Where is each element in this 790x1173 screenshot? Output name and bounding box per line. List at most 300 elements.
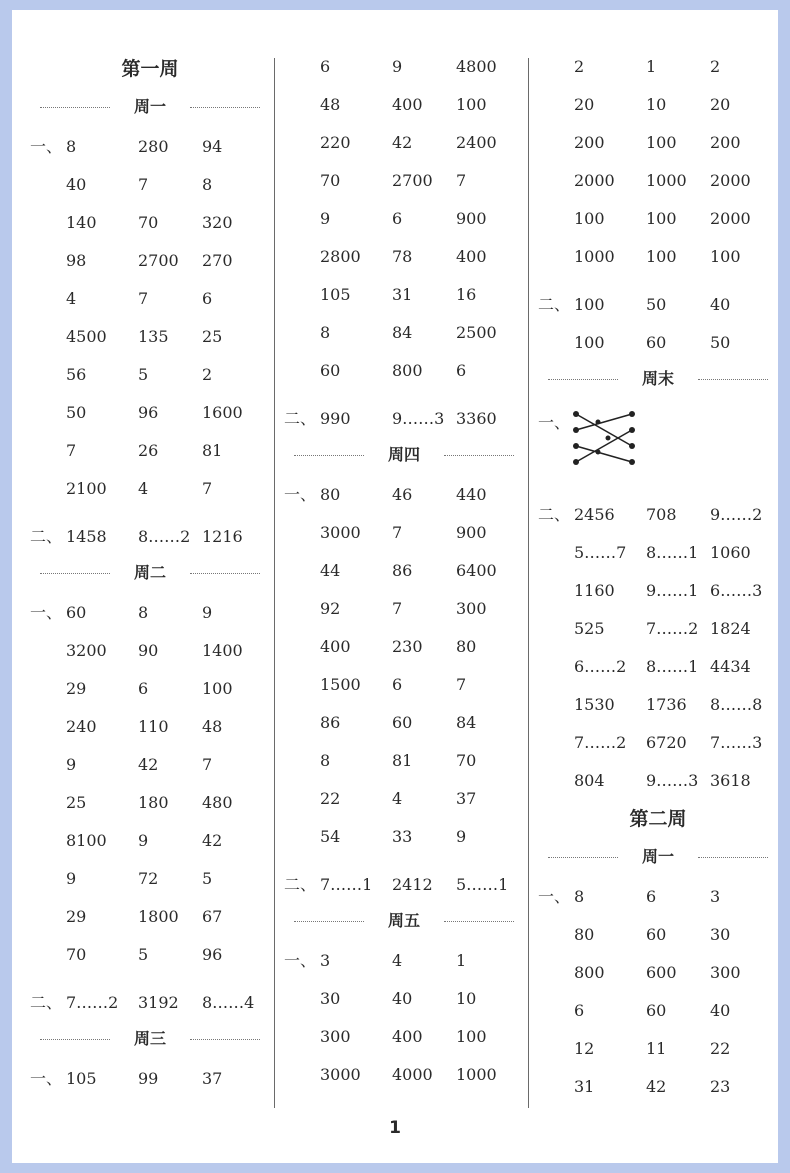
answer-row	[284, 946, 524, 976]
answer-value: 25	[202, 327, 223, 346]
dotted-rule	[444, 455, 514, 456]
answer-value: 7	[456, 675, 467, 694]
matching-dot	[629, 427, 635, 433]
dotted-rule	[294, 455, 364, 456]
answer-value: 6	[392, 209, 403, 228]
answer-value: 78	[392, 247, 413, 266]
column-divider-2	[528, 58, 529, 1108]
answer-value: 1000	[646, 171, 687, 190]
answer-row	[30, 360, 270, 390]
week-heading: 第一周	[121, 58, 179, 80]
answer-value: 6……2	[574, 657, 627, 676]
answer-value: 98	[66, 251, 87, 270]
answer-value: 4000	[392, 1065, 433, 1084]
day-heading	[538, 366, 778, 392]
answer-value: 90	[138, 641, 159, 660]
answer-value: 8100	[66, 831, 107, 850]
answer-value: 8	[202, 175, 213, 194]
answer-value: 5	[138, 945, 149, 964]
answer-row	[284, 404, 524, 434]
answer-page	[12, 10, 778, 1163]
answer-value: 70	[320, 171, 341, 190]
answer-row	[538, 328, 778, 358]
answer-row	[30, 208, 270, 238]
answer-value: 86	[392, 561, 413, 580]
answer-row	[538, 1034, 778, 1064]
question-number: 二、	[30, 527, 63, 546]
answer-value: 100	[646, 133, 677, 152]
answer-value: 60	[392, 713, 413, 732]
answer-value: 67	[202, 907, 223, 926]
answer-value: 48	[202, 717, 223, 736]
answer-value: 1800	[138, 907, 179, 926]
answer-value: 8……1	[646, 657, 699, 676]
answer-row	[30, 132, 270, 162]
answer-row	[284, 1060, 524, 1090]
answer-value: 8……4	[202, 993, 255, 1012]
answer-row	[284, 708, 524, 738]
answer-value: 99	[138, 1069, 159, 1088]
answer-row	[284, 480, 524, 510]
answer-value: 16	[456, 285, 477, 304]
answer-value: 400	[392, 1027, 423, 1046]
answer-value: 2	[574, 57, 585, 76]
answer-value: 1	[456, 951, 467, 970]
answer-value: 2412	[392, 875, 433, 894]
answer-row	[30, 284, 270, 314]
answer-value: 1160	[574, 581, 615, 600]
answer-row	[284, 52, 524, 82]
answer-row	[284, 318, 524, 348]
question-number: 一、	[30, 603, 63, 622]
answer-row	[30, 1064, 270, 1094]
answer-row	[284, 822, 524, 852]
answer-value: 1000	[574, 247, 615, 266]
matching-dot	[573, 427, 579, 433]
answer-value: 6	[202, 289, 213, 308]
answer-value: 7	[202, 479, 213, 498]
answer-value: 2000	[710, 171, 751, 190]
answer-row	[284, 166, 524, 196]
answer-value: 9……3	[646, 771, 699, 790]
matching-dot	[606, 436, 611, 441]
matching-dot	[596, 420, 601, 425]
answer-value: 80	[456, 637, 477, 656]
question-number: 一、	[30, 1069, 63, 1088]
answer-value: 804	[574, 771, 605, 790]
answer-value: 6	[320, 57, 331, 76]
answer-value: 1530	[574, 695, 615, 714]
answer-value: 7	[66, 441, 77, 460]
answer-value: 105	[66, 1069, 97, 1088]
answer-value: 9……1	[646, 581, 699, 600]
answer-value: 3	[320, 951, 331, 970]
answer-value: 2700	[138, 251, 179, 270]
answer-value: 320	[202, 213, 233, 232]
answer-value: 1600	[202, 403, 243, 422]
answer-value: 37	[456, 789, 477, 808]
answer-value: 240	[66, 717, 97, 736]
answer-row	[538, 204, 778, 234]
answer-row	[284, 746, 524, 776]
answer-row	[30, 474, 270, 504]
answer-value: 23	[710, 1077, 731, 1096]
answer-row	[538, 576, 778, 606]
answer-value: 180	[138, 793, 169, 812]
answer-value: 8……1	[646, 543, 699, 562]
answer-value: 8	[138, 603, 149, 622]
day-heading	[284, 442, 524, 468]
answer-row	[538, 242, 778, 272]
day-heading	[284, 908, 524, 934]
answer-value: 440	[456, 485, 487, 504]
answer-value: 480	[202, 793, 233, 812]
matching-dot	[596, 450, 601, 455]
question-number: 一、	[30, 137, 63, 156]
answer-value: 96	[202, 945, 223, 964]
answer-value: 94	[202, 137, 223, 156]
answer-row	[284, 1022, 524, 1052]
answer-row	[284, 204, 524, 234]
answer-value: 300	[710, 963, 741, 982]
answer-value: 12	[574, 1039, 595, 1058]
dotted-rule	[548, 857, 618, 858]
matching-dot	[629, 411, 635, 417]
answer-row	[538, 290, 778, 320]
answer-value: 900	[456, 209, 487, 228]
answer-value: 9	[456, 827, 467, 846]
answer-row	[30, 170, 270, 200]
answer-value: 60	[646, 925, 667, 944]
answer-value: 84	[456, 713, 477, 732]
answer-value: 2456	[574, 505, 615, 524]
answer-row	[30, 246, 270, 276]
answer-row	[538, 728, 778, 758]
answer-row	[284, 870, 524, 900]
answer-row	[30, 864, 270, 894]
dotted-rule	[698, 857, 768, 858]
matching-dot	[573, 411, 579, 417]
answer-row	[284, 984, 524, 1014]
answer-row	[30, 636, 270, 666]
answer-row	[538, 52, 778, 82]
dotted-rule	[548, 379, 618, 380]
answer-value: 42	[202, 831, 223, 850]
answer-value: 70	[456, 751, 477, 770]
answer-value: 4	[66, 289, 77, 308]
answer-value: 100	[710, 247, 741, 266]
day-heading-label: 周三	[133, 1029, 166, 1048]
question-number: 二、	[538, 295, 571, 314]
answer-row	[30, 988, 270, 1018]
question-number: 一、	[538, 887, 571, 906]
matching-line	[576, 446, 632, 462]
matching-answer	[538, 404, 778, 496]
answer-value: 25	[66, 793, 87, 812]
answer-value: 9	[66, 755, 77, 774]
answer-value: 100	[574, 295, 605, 314]
answer-row	[284, 594, 524, 624]
dotted-rule	[40, 573, 110, 574]
answer-value: 3618	[710, 771, 751, 790]
answer-value: 5……7	[574, 543, 627, 562]
answer-value: 800	[574, 963, 605, 982]
answer-value: 6	[138, 679, 149, 698]
dotted-rule	[294, 921, 364, 922]
answer-row	[538, 90, 778, 120]
dotted-rule	[190, 107, 260, 108]
page-number: 1	[389, 1118, 401, 1138]
answer-value: 7	[138, 175, 149, 194]
matching-line	[576, 414, 632, 430]
answer-value: 42	[138, 755, 159, 774]
answer-row	[30, 674, 270, 704]
answer-value: 42	[646, 1077, 667, 1096]
answer-value: 1000	[456, 1065, 497, 1084]
answer-value: 4434	[710, 657, 751, 676]
answer-value: 30	[320, 989, 341, 1008]
answer-value: 70	[138, 213, 159, 232]
answer-value: 3000	[320, 1065, 361, 1084]
column-1	[30, 10, 270, 1110]
answer-value: 2	[202, 365, 213, 384]
answer-value: 50	[646, 295, 667, 314]
answer-row	[284, 90, 524, 120]
answer-value: 8	[320, 323, 331, 342]
answer-row	[284, 556, 524, 586]
answer-value: 50	[710, 333, 731, 352]
answer-row	[538, 996, 778, 1026]
answer-value: 4500	[66, 327, 107, 346]
answer-value: 22	[710, 1039, 731, 1058]
answer-value: 9	[320, 209, 331, 228]
answer-value: 7……1	[320, 875, 373, 894]
answer-value: 9	[138, 831, 149, 850]
answer-value: 6……3	[710, 581, 763, 600]
answer-row	[30, 322, 270, 352]
answer-row	[284, 128, 524, 158]
answer-value: 990	[320, 409, 351, 428]
answer-value: 31	[574, 1077, 595, 1096]
answer-value: 2700	[392, 171, 433, 190]
answer-value: 220	[320, 133, 351, 152]
answer-row	[538, 690, 778, 720]
answer-value: 400	[320, 637, 351, 656]
answer-value: 60	[320, 361, 341, 380]
answer-value: 7	[138, 289, 149, 308]
answer-value: 1500	[320, 675, 361, 694]
answer-value: 1824	[710, 619, 751, 638]
answer-value: 1400	[202, 641, 243, 660]
dotted-rule	[444, 921, 514, 922]
answer-value: 40	[710, 295, 731, 314]
answer-value: 26	[138, 441, 159, 460]
answer-value: 9	[66, 869, 77, 888]
answer-value: 37	[202, 1069, 223, 1088]
answer-value: 20	[574, 95, 595, 114]
answer-value: 4	[392, 951, 403, 970]
answer-value: 230	[392, 637, 423, 656]
answer-row	[284, 280, 524, 310]
answer-row	[30, 788, 270, 818]
answer-row	[538, 958, 778, 988]
answer-value: 8……2	[138, 527, 191, 546]
answer-value: 7	[202, 755, 213, 774]
day-heading	[30, 560, 270, 586]
answer-value: 200	[710, 133, 741, 152]
week-heading: 第二周	[629, 808, 687, 830]
matching-dot	[629, 443, 635, 449]
dotted-rule	[40, 107, 110, 108]
answer-value: 2	[710, 57, 721, 76]
day-heading-label: 周一	[641, 847, 674, 866]
answer-value: 2000	[710, 209, 751, 228]
answer-value: 8	[320, 751, 331, 770]
dotted-rule	[190, 1039, 260, 1040]
answer-row	[538, 766, 778, 796]
answer-value: 6	[574, 1001, 585, 1020]
dotted-rule	[40, 1039, 110, 1040]
day-heading-label: 周二	[133, 563, 166, 582]
answer-row	[538, 614, 778, 644]
answer-row	[284, 632, 524, 662]
answer-row	[30, 902, 270, 932]
answer-value: 1060	[710, 543, 751, 562]
question-number: 一、	[284, 951, 317, 970]
answer-value: 5……1	[456, 875, 509, 894]
answer-value: 800	[392, 361, 423, 380]
answer-value: 4	[138, 479, 149, 498]
day-heading	[30, 94, 270, 120]
question-number: 二、	[538, 505, 571, 524]
answer-row	[30, 522, 270, 552]
question-number: 一、	[538, 413, 571, 432]
answer-value: 400	[392, 95, 423, 114]
dotted-rule	[698, 379, 768, 380]
answer-value: 9	[202, 603, 213, 622]
answer-value: 708	[646, 505, 677, 524]
answer-value: 300	[320, 1027, 351, 1046]
dotted-rule	[190, 573, 260, 574]
answer-value: 3000	[320, 523, 361, 542]
question-number: 二、	[284, 409, 317, 428]
answer-row	[284, 356, 524, 386]
answer-row	[538, 538, 778, 568]
answer-value: 7……2	[646, 619, 699, 638]
answer-value: 100	[456, 1027, 487, 1046]
answer-value: 22	[320, 789, 341, 808]
answer-value: 42	[392, 133, 413, 152]
answer-value: 7……2	[574, 733, 627, 752]
answer-value: 84	[392, 323, 413, 342]
matching-dot	[573, 459, 579, 465]
answer-value: 2000	[574, 171, 615, 190]
answer-value: 4	[392, 789, 403, 808]
answer-value: 270	[202, 251, 233, 270]
answer-value: 7	[392, 599, 403, 618]
matching-dot	[573, 443, 579, 449]
answer-value: 8	[574, 887, 585, 906]
answer-value: 7	[456, 171, 467, 190]
answer-value: 81	[202, 441, 223, 460]
answer-value: 60	[66, 603, 87, 622]
answer-value: 2100	[66, 479, 107, 498]
answer-value: 1	[646, 57, 657, 76]
column-divider-1	[274, 58, 275, 1108]
question-number: 一、	[284, 485, 317, 504]
answer-row	[284, 242, 524, 272]
answer-value: 6400	[456, 561, 497, 580]
answer-value: 1458	[66, 527, 107, 546]
answer-value: 56	[66, 365, 87, 384]
answer-value: 40	[392, 989, 413, 1008]
answer-value: 280	[138, 137, 169, 156]
answer-value: 1216	[202, 527, 243, 546]
answer-value: 44	[320, 561, 341, 580]
answer-value: 6720	[646, 733, 687, 752]
answer-value: 5	[202, 869, 213, 888]
answer-value: 31	[392, 285, 413, 304]
answer-value: 29	[66, 679, 87, 698]
answer-value: 600	[646, 963, 677, 982]
answer-value: 3200	[66, 641, 107, 660]
matching-dot	[629, 459, 635, 465]
answer-value: 33	[392, 827, 413, 846]
answer-row	[30, 826, 270, 856]
answer-value: 7……3	[710, 733, 763, 752]
answer-value: 105	[320, 285, 351, 304]
question-number: 二、	[284, 875, 317, 894]
answer-value: 100	[456, 95, 487, 114]
answer-row	[30, 398, 270, 428]
answer-row	[284, 670, 524, 700]
answer-value: 60	[646, 333, 667, 352]
answer-value: 4800	[456, 57, 497, 76]
answer-value: 6	[392, 675, 403, 694]
answer-value: 96	[138, 403, 159, 422]
answer-value: 100	[646, 247, 677, 266]
answer-value: 140	[66, 213, 97, 232]
question-number: 二、	[30, 993, 63, 1012]
column-3	[538, 10, 778, 1110]
answer-value: 110	[138, 717, 169, 736]
answer-value: 72	[138, 869, 159, 888]
answer-value: 100	[574, 209, 605, 228]
day-heading-label: 周四	[387, 445, 420, 464]
answer-value: 400	[456, 247, 487, 266]
answer-value: 135	[138, 327, 169, 346]
answer-value: 3	[710, 887, 721, 906]
answer-value: 50	[66, 403, 87, 422]
answer-value: 100	[202, 679, 233, 698]
answer-value: 40	[710, 1001, 731, 1020]
answer-value: 54	[320, 827, 341, 846]
answer-row	[538, 500, 778, 530]
answer-value: 7……2	[66, 993, 119, 1012]
answer-value: 3192	[138, 993, 179, 1012]
day-heading-label: 周末	[641, 369, 674, 388]
answer-value: 5	[138, 365, 149, 384]
answer-value: 100	[646, 209, 677, 228]
answer-row	[30, 598, 270, 628]
answer-value: 2500	[456, 323, 497, 342]
day-heading	[30, 1026, 270, 1052]
answer-row	[284, 518, 524, 548]
answer-value: 80	[320, 485, 341, 504]
answer-row	[538, 1072, 778, 1102]
matching-line	[576, 414, 632, 446]
answer-value: 9	[392, 57, 403, 76]
